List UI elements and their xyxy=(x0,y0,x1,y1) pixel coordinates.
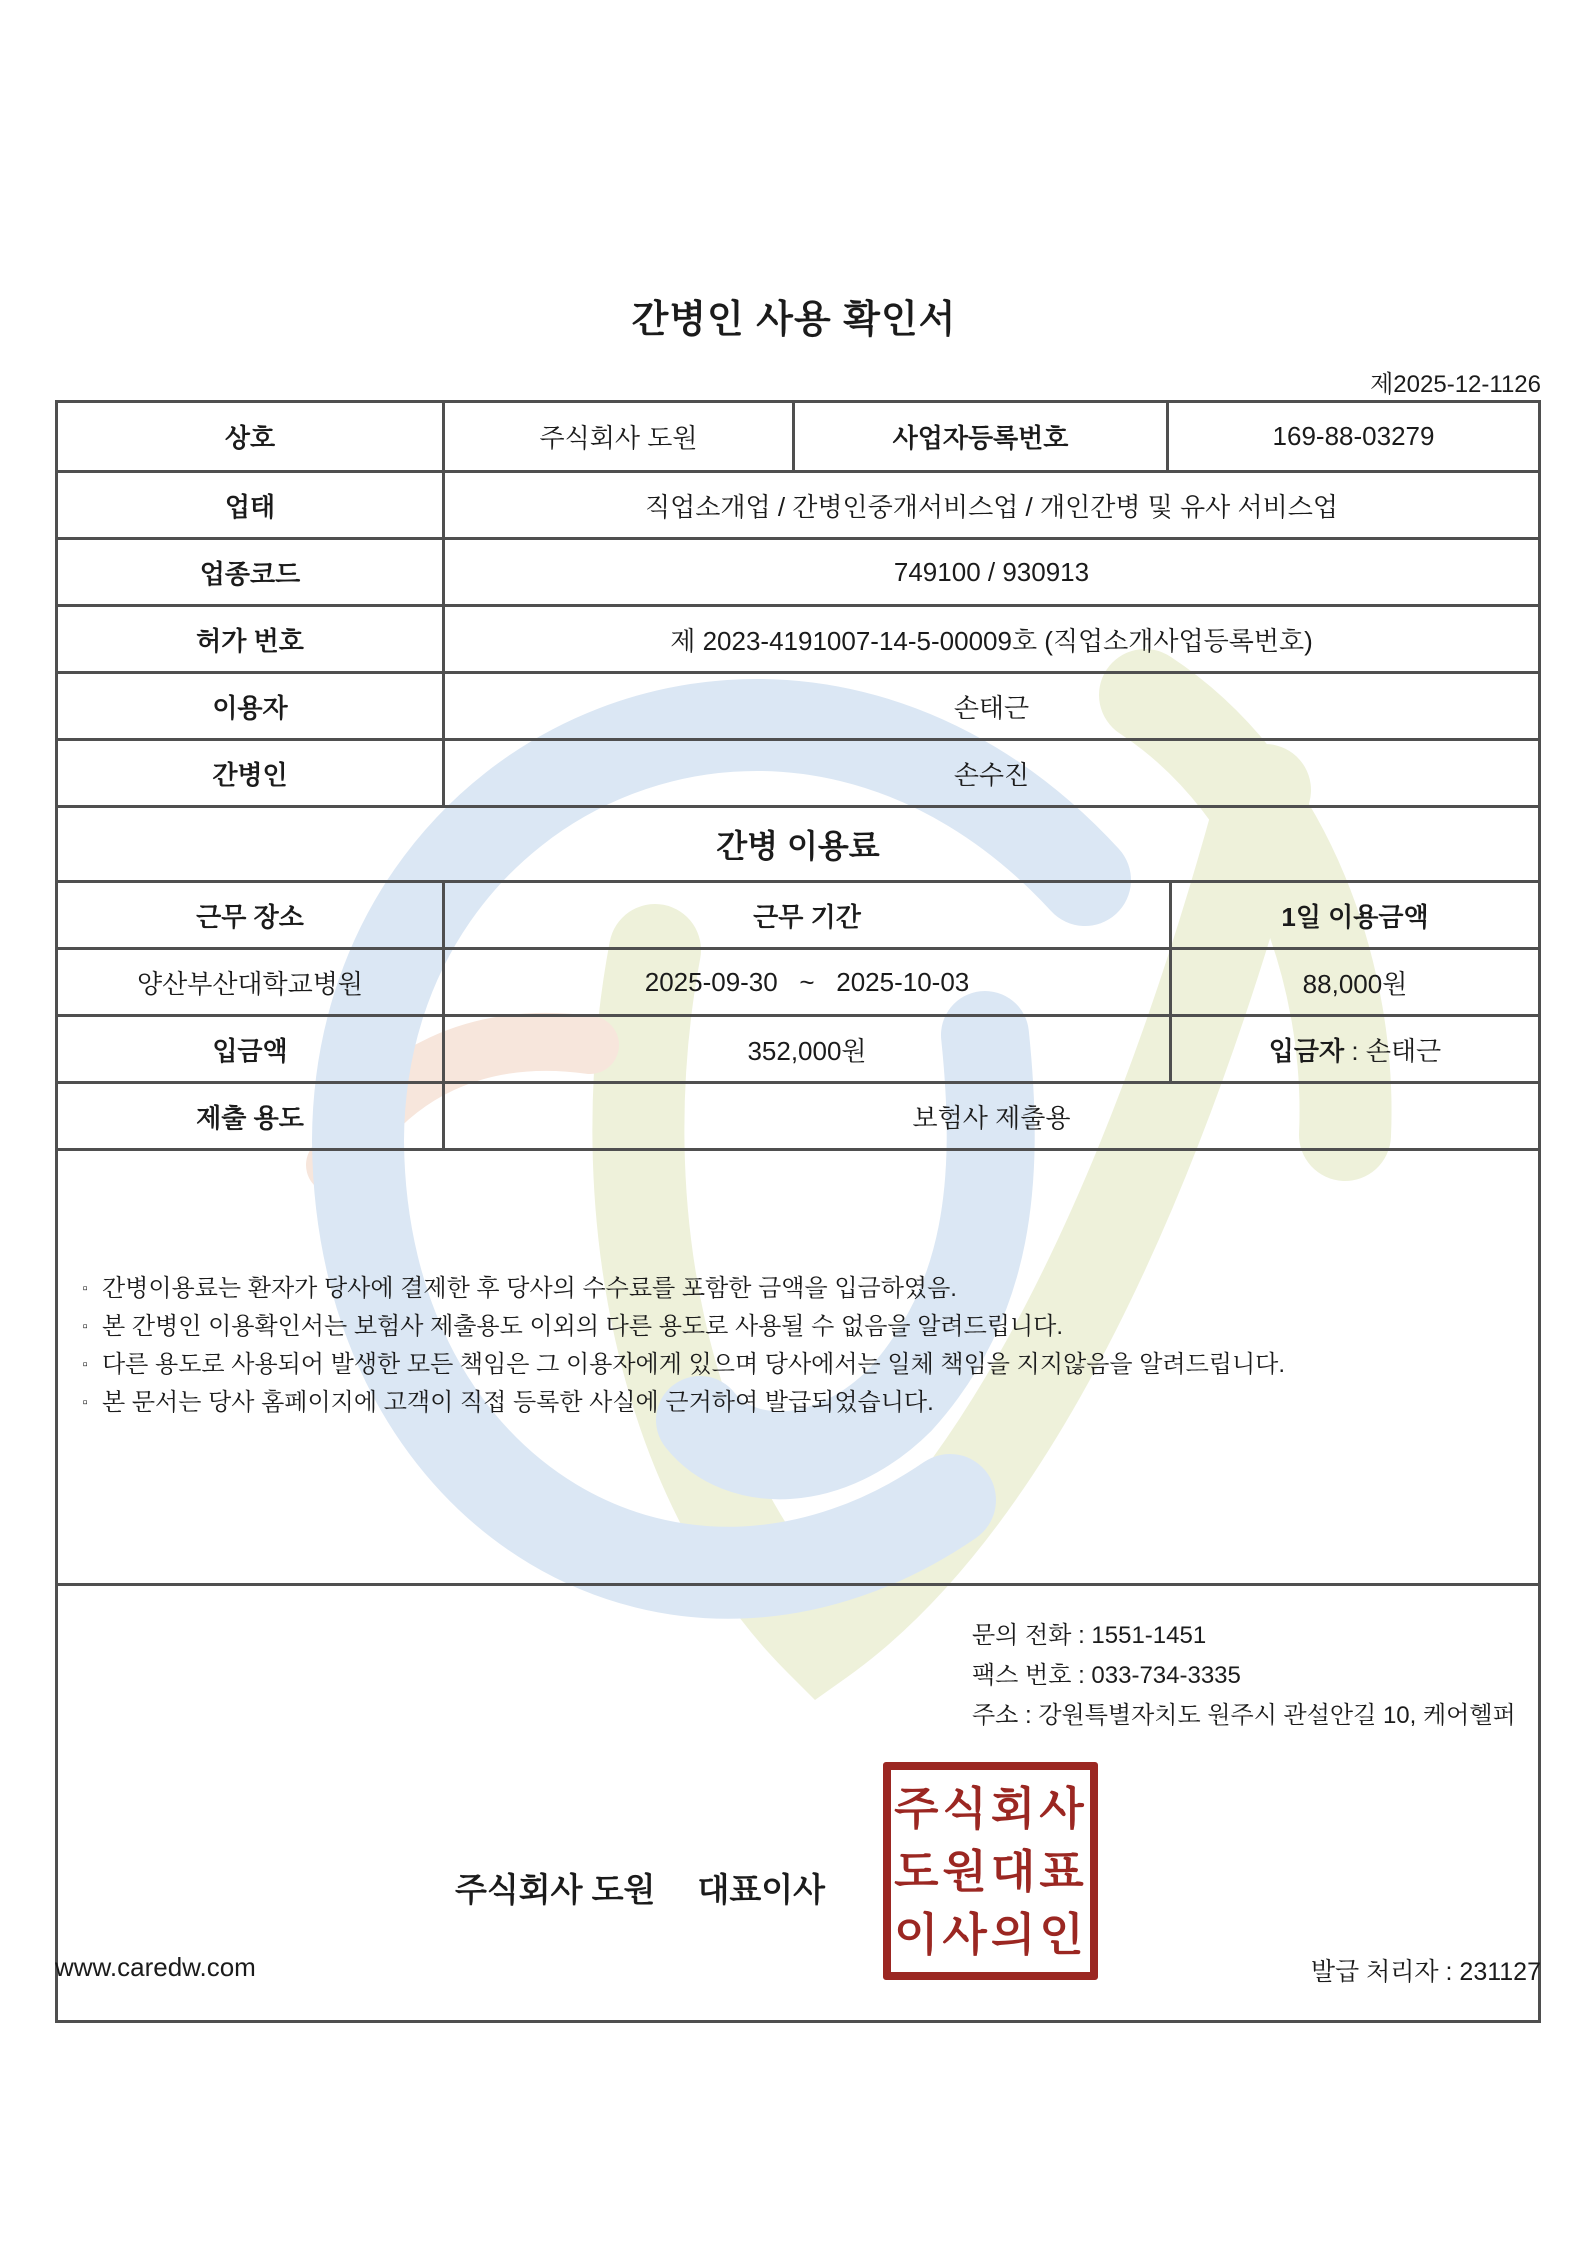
note-item xyxy=(68,1384,1538,1422)
caregiver-value: 손수진 xyxy=(442,741,1538,805)
depositor-label: 입금자 xyxy=(1268,1035,1345,1066)
industry-code-value: 749100 / 930913 xyxy=(442,540,1538,604)
daily-fee-header: 1일 이용금액 xyxy=(1169,883,1538,947)
note-text: 본 문서는 당사 홈페이지에 고객이 직접 등록한 사실에 근거하여 발급되었습니다. xyxy=(102,1389,934,1416)
table-row-user xyxy=(58,671,1538,738)
business-type-label: 업태 xyxy=(224,491,276,522)
contact-fax: 팩스 번호 : 033-734-3335 xyxy=(972,1662,1241,1689)
seal-text-line: 도원대표 xyxy=(893,1845,1088,1897)
depositor-cell xyxy=(1169,1017,1538,1081)
page-title: 간병인 사용 확인서 xyxy=(631,299,957,341)
corporate-seal-stamp xyxy=(883,1762,1098,1980)
daily-fee-value: 88,000원 xyxy=(1169,950,1538,1014)
permit-number-label: 허가 번호 xyxy=(196,625,304,656)
purpose-value: 보험사 제출용 xyxy=(442,1084,1538,1148)
note-text: 본 간병인 이용확인서는 보험사 제출용도 이외의 다른 용도로 사용될 수 없음을 알려드립니다. xyxy=(102,1313,1064,1340)
square-bullet-icon: ▫ xyxy=(82,1318,88,1335)
square-bullet-icon: ▫ xyxy=(82,1394,88,1411)
deposit-row xyxy=(58,1014,1538,1081)
permit-number-value: 제 2023-4191007-14-5-00009호 (직업소개사업등록번호) xyxy=(442,607,1538,671)
square-bullet-icon: ▫ xyxy=(82,1356,88,1373)
deposit-label: 입금액 xyxy=(212,1035,288,1066)
signature-company: 주식회사 도원 xyxy=(455,1871,656,1908)
confirmation-table xyxy=(55,400,1541,2023)
user-label: 이용자 xyxy=(212,692,288,723)
document-number: 제2025-12-1126 xyxy=(1370,371,1541,398)
depositor-name: : 손태근 xyxy=(1344,1035,1442,1066)
biz-reg-number-value: 169-88-03279 xyxy=(1166,403,1538,470)
work-period-header: 근무 기간 xyxy=(442,883,1169,947)
work-place-value: 양산부산대학교병원 xyxy=(136,968,364,999)
contact-phone: 문의 전화 : 1551-1451 xyxy=(972,1622,1207,1649)
contact-info xyxy=(972,1616,1516,1736)
note-text: 다른 용도로 사용되어 발생한 모든 책임은 그 이용자에게 있으며 당사에서는 일체 책임을 지지않음을 알려드립니다. xyxy=(102,1351,1285,1378)
seal-text-line: 이사의인 xyxy=(893,1908,1088,1960)
note-item xyxy=(68,1270,1538,1308)
note-item xyxy=(68,1308,1538,1346)
user-value: 손태근 xyxy=(442,674,1538,738)
note-item xyxy=(68,1346,1538,1384)
business-type-value: 직업소개업 / 간병인중개서비스업 / 개인간병 및 유사 서비스업 xyxy=(442,473,1538,537)
fee-section-header-row xyxy=(58,805,1538,880)
table-row-permit-number xyxy=(58,604,1538,671)
industry-code-label: 업종코드 xyxy=(199,558,301,589)
purpose-row xyxy=(58,1081,1538,1148)
fee-section-title: 간병 이용료 xyxy=(716,828,880,864)
table-row-industry-code xyxy=(58,537,1538,604)
table-row-caregiver xyxy=(58,738,1538,805)
contact-address: 주소 : 강원특별자치도 원주시 관설안길 10, 케어헬퍼 xyxy=(972,1702,1516,1729)
biz-reg-number-label: 사업자등록번호 xyxy=(792,403,1166,470)
company-value: 주식회사 도원 xyxy=(442,403,792,470)
company-signature xyxy=(455,1864,825,1911)
notes-box xyxy=(58,1148,1538,1583)
table-row-company xyxy=(58,403,1538,470)
work-period-value: 2025-09-30 ~ 2025-10-03 xyxy=(442,950,1169,1014)
work-place-header: 근무 장소 xyxy=(196,901,304,932)
caregiver-label: 간병인 xyxy=(212,759,288,790)
seal-text-line: 주식회사 xyxy=(893,1782,1088,1834)
fee-columns-header-row xyxy=(58,880,1538,947)
purpose-label: 제출 용도 xyxy=(196,1102,304,1133)
issuer-id: 발급 처리자 : 231127 xyxy=(1310,1958,1541,1986)
fee-values-row xyxy=(58,947,1538,1014)
signature-ceo-title: 대표이사 xyxy=(697,1871,825,1908)
company-label: 상호 xyxy=(224,423,276,453)
deposit-amount: 352,000원 xyxy=(442,1017,1169,1081)
website-url: www.caredw.com xyxy=(55,1952,256,1982)
note-text: 간병이용료는 환자가 당사에 결제한 후 당사의 수수료를 포함한 금액을 입금하였음. xyxy=(102,1275,957,1302)
square-bullet-icon: ▫ xyxy=(82,1280,88,1297)
table-row-business-type xyxy=(58,470,1538,537)
